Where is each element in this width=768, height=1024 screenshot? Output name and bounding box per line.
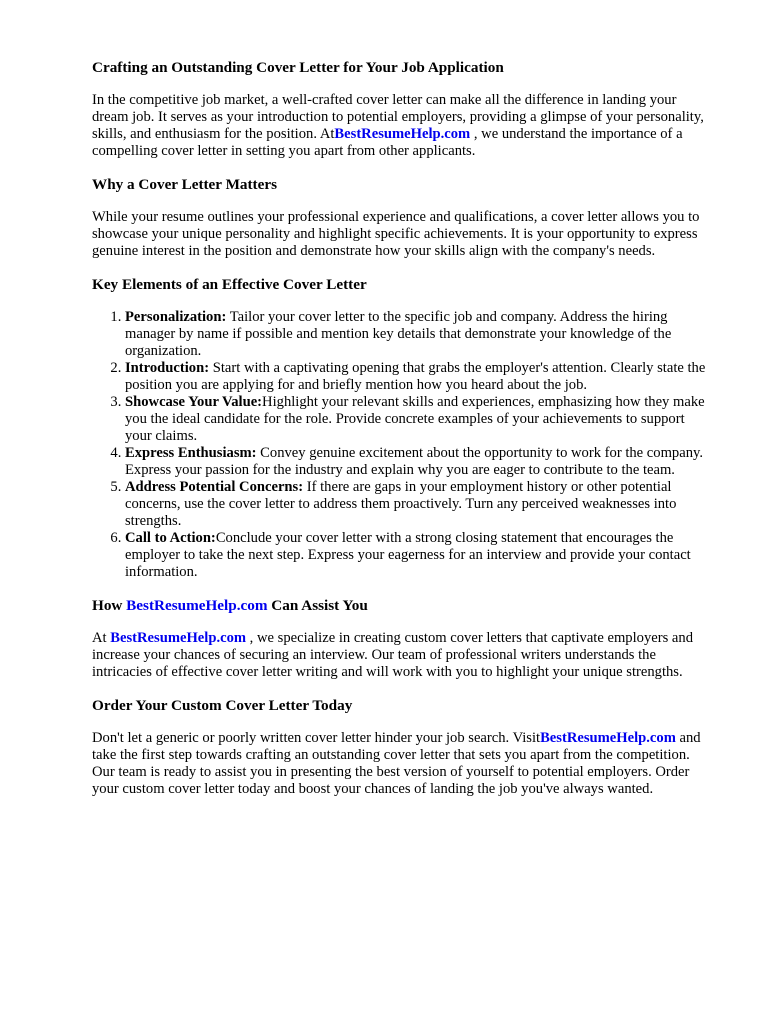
text-run: Key Elements of an Effective Cover Letter — [92, 276, 367, 293]
key-elements-list — [92, 309, 714, 581]
intro-paragraph — [92, 92, 714, 160]
bestresumehelp-link[interactable]: BestResumeHelp.com — [334, 126, 471, 142]
list-item — [125, 309, 714, 360]
text-run: Don't let a generic or poorly written cover letter hinder your job search. Visit — [92, 730, 541, 746]
bestresumehelp-link[interactable]: BestResumeHelp.com — [126, 597, 268, 614]
list-term-bold: Address Potential Concerns: — [125, 479, 304, 495]
text-run: , we understand the importance of a compelling cover letter in setting you apart from other applicants. — [92, 126, 683, 159]
text-run: Highlight your relevant skills and experiences, emphasizing how they make you the ideal candidate for the role. Provide concrete examples of your achievements to support your claims. — [125, 394, 705, 444]
list-item — [125, 445, 714, 479]
assist-heading — [92, 597, 714, 614]
list-item — [125, 394, 714, 445]
list-item — [125, 479, 714, 530]
list-term-bold: Introduction: — [125, 360, 210, 376]
text-run: Why a Cover Letter Matters — [92, 176, 278, 193]
text-run: Conclude your cover letter with a strong closing statement that encourages the employer to take the next step. Express your eagerness for an interview and provide your contact information. — [125, 530, 691, 580]
text-run: , we specialize in creating custom cover letters that captivate employers and increase your chances of securing an interview. Our team of professional writers understands the intricacies of effective cover letter writing and will work with you to highlight your unique strengths. — [92, 630, 693, 680]
list-term-bold: Express Enthusiasm: — [125, 445, 257, 461]
list-term-bold: Showcase Your Value: — [125, 394, 263, 410]
text-run: In the competitive job market, a well-crafted cover letter can make all the difference in landing your dream job. It serves as your introduction to potential employers, providing a glimpse of your personality, skills, and enthusiasm for the position. At — [92, 92, 704, 142]
list-item — [125, 360, 714, 394]
text-run: At — [92, 630, 111, 646]
text-run: Crafting an Outstanding Cover Letter for Your Job Application — [92, 59, 504, 76]
text-run: If there are gaps in your employment history or other potential concerns, use the cover letter to address them proactively. Turn any perceived weaknesses into strengths. — [125, 479, 677, 529]
order-heading — [92, 697, 714, 714]
list-term-bold: Personalization: — [125, 309, 227, 325]
text-run: How — [92, 597, 127, 614]
order-paragraph — [92, 730, 714, 798]
key-elements-heading — [92, 276, 714, 293]
text-run: Tailor your cover letter to the specific job and company. Address the hiring manager by name if possible and mention key details that demonstrate your knowledge of the organization. — [125, 309, 672, 359]
bestresumehelp-link[interactable]: BestResumeHelp.com — [540, 730, 676, 746]
text-run: Convey genuine excitement about the opportunity to work for the company. Express your passion for the industry and explain why you are eager to contribute to the team. — [125, 445, 703, 478]
text-run: Start with a captivating opening that grabs the employer's attention. Clearly state the position you are applying for and briefly mention how you heard about the job. — [125, 360, 706, 393]
why-matters-heading — [92, 176, 714, 193]
list-item — [125, 530, 714, 581]
bestresumehelp-link[interactable]: BestResumeHelp.com — [110, 630, 247, 646]
text-run: and take the first step towards crafting an outstanding cover letter that sets you apart from the competition. Our team is ready to assist you in presenting the best version of yourself to potential employers. Order your custom cover letter today and boost your chances of landing the job you've always wanted. — [92, 730, 701, 797]
title-heading — [92, 59, 714, 76]
text-run: Order Your Custom Cover Letter Today — [92, 697, 353, 714]
why-matters-paragraph — [92, 209, 714, 260]
assist-paragraph — [92, 630, 714, 681]
list-term-bold: Call to Action: — [125, 530, 216, 546]
text-run: Can Assist You — [267, 597, 368, 614]
text-run: While your resume outlines your professional experience and qualifications, a cover letter allows you to showcase your unique personality and highlight specific achievements. It is your opportunity to express genuine interest in the position and demonstrate how your skills align with the company's needs. — [92, 209, 700, 259]
